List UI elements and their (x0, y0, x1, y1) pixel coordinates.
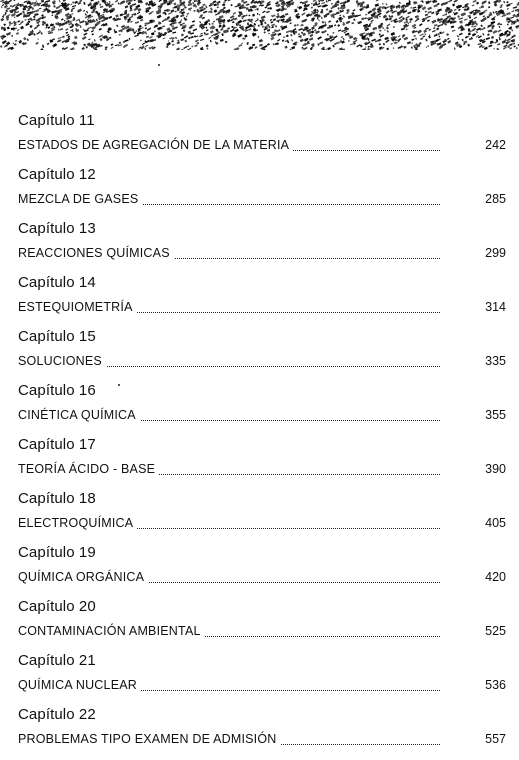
chapter-label: Capítulo 11 (18, 112, 95, 129)
page-number: 405 (485, 516, 506, 530)
toc-entry (0, 648, 519, 702)
toc-line (18, 300, 506, 316)
chapter-title: QUÍMICA NUCLEAR (18, 678, 141, 692)
toc-line (18, 354, 506, 370)
chapter-title: TEORÍA ÁCIDO - BASE (18, 462, 159, 476)
chapter-title: REACCIONES QUÍMICAS (18, 246, 174, 260)
toc-entry (0, 594, 519, 648)
chapter-label: Capítulo 22 (18, 706, 96, 723)
toc-line (18, 138, 506, 154)
toc-entry (0, 324, 519, 378)
page-number: 390 (485, 462, 506, 476)
texture-pattern (0, 0, 519, 50)
toc-entry (0, 216, 519, 270)
chapter-label: Capítulo 21 (18, 652, 96, 669)
toc-entry (0, 702, 519, 756)
toc-entry (0, 378, 519, 432)
chapter-title: ESTADOS DE AGREGACIÓN DE LA MATERIA (18, 138, 293, 152)
page-number: 242 (485, 138, 506, 152)
page-number: 285 (485, 192, 506, 206)
chapter-title: ESTEQUIOMETRÍA (18, 300, 137, 314)
toc-entry (0, 540, 519, 594)
page-number: 314 (485, 300, 506, 314)
toc-line (18, 192, 506, 208)
chapter-label: Capítulo 20 (18, 598, 96, 615)
chapter-title: CINÉTICA QUÍMICA (18, 408, 140, 422)
toc-entry (0, 486, 519, 540)
toc-entry (0, 162, 519, 216)
toc-entry (0, 108, 519, 162)
page-number: 299 (485, 246, 506, 260)
toc-line (18, 732, 506, 748)
toc-line (18, 516, 506, 532)
scan-speck (158, 64, 160, 66)
toc-entry (0, 270, 519, 324)
chapter-label: Capítulo 14 (18, 274, 96, 291)
page-number: 355 (485, 408, 506, 422)
table-of-contents (0, 108, 519, 756)
page-number: 335 (485, 354, 506, 368)
toc-line (18, 678, 506, 694)
chapter-title: CONTAMINACIÓN AMBIENTAL (18, 624, 205, 638)
chapter-title: SOLUCIONES (18, 354, 106, 368)
toc-entry (0, 432, 519, 486)
chapter-label: Capítulo 13 (18, 220, 96, 237)
chapter-label: Capítulo 15 (18, 328, 96, 345)
chapter-title: PROBLEMAS TIPO EXAMEN DE ADMISIÓN (18, 732, 281, 746)
toc-line (18, 570, 506, 586)
page-number: 557 (485, 732, 506, 746)
page-number: 525 (485, 624, 506, 638)
chapter-label: Capítulo 16 (18, 382, 96, 399)
chapter-label: Capítulo 18 (18, 490, 96, 507)
toc-line (18, 624, 506, 640)
toc-line (18, 408, 506, 424)
chapter-title: QUÍMICA ORGÁNICA (18, 570, 148, 584)
toc-line (18, 462, 506, 478)
page-number: 536 (485, 678, 506, 692)
chapter-title: MEZCLA DE GASES (18, 192, 142, 206)
chapter-label: Capítulo 19 (18, 544, 96, 561)
page-number: 420 (485, 570, 506, 584)
decorative-header-texture (0, 0, 519, 50)
chapter-title: ELECTROQUÍMICA (18, 516, 137, 530)
toc-line (18, 246, 506, 262)
chapter-label: Capítulo 17 (18, 436, 96, 453)
chapter-label: Capítulo 12 (18, 166, 96, 183)
